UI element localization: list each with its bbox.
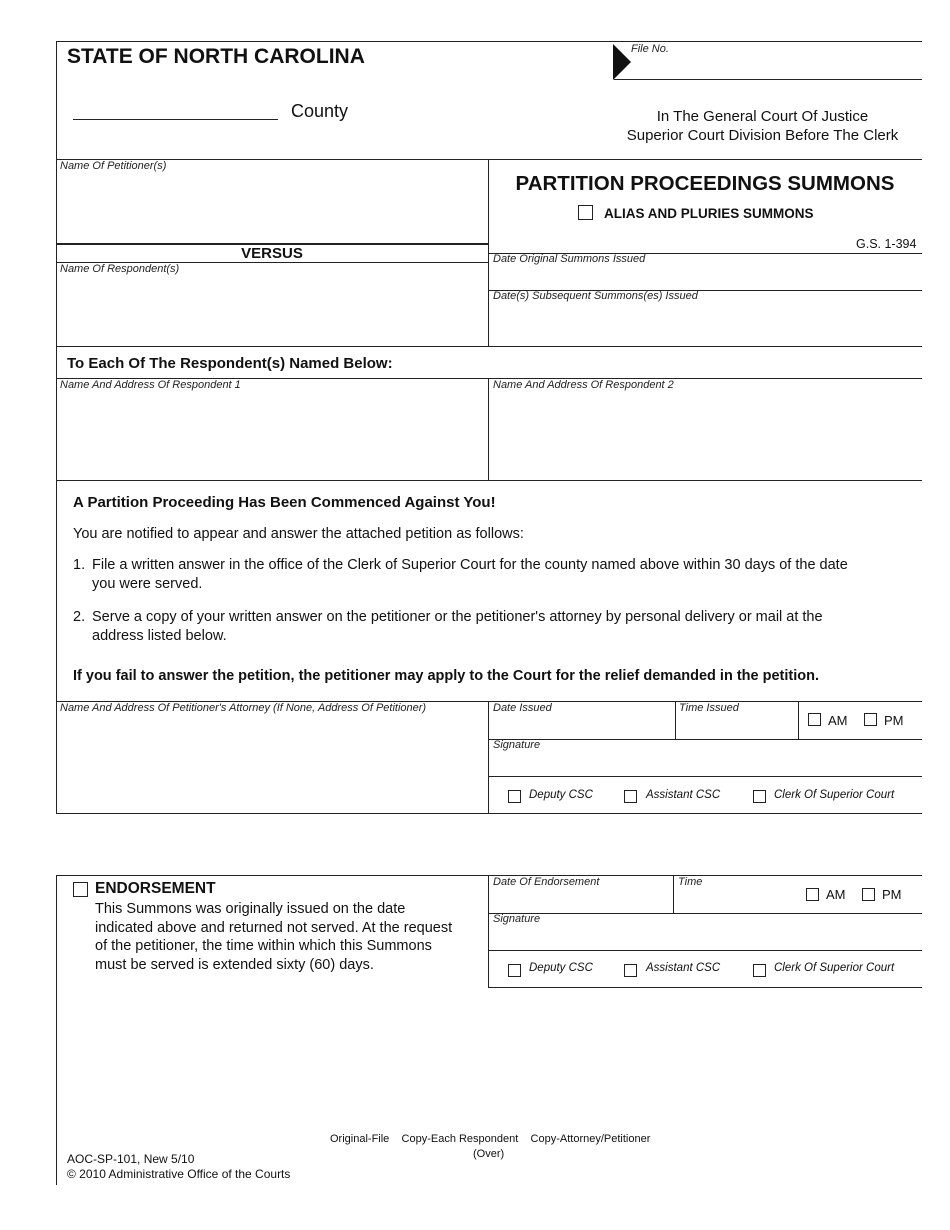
date-subsequent-field[interactable]: [490, 305, 920, 344]
endorsement-text-line-2: indicated above and returned not served. At the request: [95, 919, 453, 936]
issuance-signature-label: Signature: [493, 739, 541, 751]
respondent-1-field[interactable]: [58, 394, 486, 478]
petitioner-field[interactable]: [58, 175, 486, 241]
alias-label: ALIAS AND PLURIES SUMMONS: [604, 206, 814, 221]
issued-clerk-checkbox[interactable]: [753, 790, 766, 803]
issued-am-checkbox[interactable]: [808, 713, 821, 726]
court-line-2: Superior Court Division Before The Clerk: [626, 127, 899, 144]
alias-checkbox[interactable]: [578, 205, 593, 220]
respondent-field[interactable]: [58, 278, 486, 344]
date-original-label: Date Original Summons Issued: [493, 253, 646, 265]
distribution-line: Original-File Copy-Each Respondent Copy-Attorney/Petitioner: [330, 1133, 651, 1145]
issuance-signature-field[interactable]: [490, 753, 920, 774]
date-issued-label: Date Issued: [493, 702, 552, 714]
file-no-field[interactable]: [634, 56, 920, 78]
notice-item-2-line-1: Serve a copy of your written answer on the petitioner or the petitioner's attorney by personal delivery or mail at the: [92, 609, 823, 625]
court-name: [600, 107, 925, 145]
form-title: PARTITION PROCEEDINGS SUMMONS: [515, 172, 895, 195]
state-title: STATE OF NORTH CAROLINA: [67, 45, 365, 68]
respondents-heading: To Each Of The Respondent(s) Named Below:: [67, 355, 393, 372]
endorsement-assistant-label: Assistant CSC: [646, 962, 721, 974]
petitioner-label: Name Of Petitioner(s): [60, 160, 167, 172]
endorsement-deputy-label: Deputy CSC: [529, 962, 593, 974]
endorsement-deputy-checkbox[interactable]: [508, 964, 521, 977]
endorsement-text: [95, 900, 452, 974]
endorsement-text-line-1: This Summons was originally issued on the date: [95, 901, 406, 917]
file-no-arrow-icon: [613, 44, 633, 80]
endorsement-clerk-checkbox[interactable]: [753, 964, 766, 977]
notice-intro: You are notified to appear and answer the attached petition as follows:: [73, 526, 524, 542]
endorsement-date-field[interactable]: [490, 890, 671, 911]
issued-deputy-label: Deputy CSC: [529, 789, 593, 801]
court-line-1: In The General Court Of Justice: [656, 108, 869, 125]
respondent-2-label: Name And Address Of Respondent 2: [493, 379, 674, 391]
notice-item-2-line-2: address listed below.: [92, 628, 227, 644]
respondent-label: Name Of Respondent(s): [60, 263, 180, 275]
endorsement-time-label: Time: [678, 876, 703, 888]
issued-assistant-checkbox[interactable]: [624, 790, 637, 803]
respondent-2-field[interactable]: [490, 394, 920, 478]
attorney-field[interactable]: [58, 717, 486, 811]
time-issued-field[interactable]: [677, 716, 796, 737]
endorsement-assistant-checkbox[interactable]: [624, 964, 637, 977]
endorsement-signature-label: Signature: [493, 913, 541, 925]
issued-deputy-checkbox[interactable]: [508, 790, 521, 803]
date-subsequent-label: Date(s) Subsequent Summons(es) Issued: [493, 290, 698, 302]
issued-pm-label: PM: [884, 713, 904, 728]
county-field[interactable]: [73, 119, 278, 120]
notice-item-2: [92, 608, 922, 646]
endorsement-pm-label: PM: [882, 887, 902, 902]
endorsement-heading: ENDORSEMENT: [95, 880, 216, 897]
versus-label: VERSUS: [241, 245, 303, 262]
endorsement-time-field[interactable]: [676, 890, 796, 911]
date-original-field[interactable]: [490, 268, 920, 288]
statute-reference: G.S. 1-394: [856, 237, 917, 251]
endorsement-am-checkbox[interactable]: [806, 888, 819, 901]
endorsement-signature-field[interactable]: [490, 927, 920, 948]
issued-pm-checkbox[interactable]: [864, 713, 877, 726]
endorsement-am-label: AM: [826, 887, 846, 902]
notice-item-1-line-1: File a written answer in the office of the Clerk of Superior Court for the county named above within 30 days of the date: [92, 557, 848, 573]
endorsement-date-label: Date Of Endorsement: [493, 876, 600, 888]
form-number: AOC-SP-101, New 5/10: [67, 1152, 195, 1166]
issued-assistant-label: Assistant CSC: [646, 789, 721, 801]
county-label: County: [291, 101, 349, 121]
copyright: © 2010 Administrative Office of the Courts: [67, 1167, 291, 1181]
notice-warning: If you fail to answer the petition, the petitioner may apply to the Court for the relief demanded in the petition.: [73, 668, 819, 684]
file-no-label: File No.: [631, 43, 669, 55]
issued-clerk-label: Clerk Of Superior Court: [774, 789, 895, 801]
time-issued-label: Time Issued: [679, 702, 739, 714]
endorsement-text-line-4: must be served is extended sixty (60) days.: [95, 956, 374, 973]
notice-item-2-number: 2.: [73, 609, 86, 625]
endorsement-checkbox[interactable]: [73, 882, 88, 897]
respondent-1-label: Name And Address Of Respondent 1: [60, 379, 241, 391]
notice-heading: A Partition Proceeding Has Been Commenced Against You!: [73, 494, 496, 511]
endorsement-pm-checkbox[interactable]: [862, 888, 875, 901]
notice-item-1: [92, 556, 922, 594]
date-issued-field[interactable]: [490, 716, 673, 737]
notice-item-1-number: 1.: [73, 557, 86, 573]
endorsement-text-line-3: of the petitioner, the time within which this Summons: [95, 938, 432, 954]
notice-item-1-line-2: you were served.: [92, 576, 203, 592]
endorsement-clerk-label: Clerk Of Superior Court: [774, 962, 895, 974]
attorney-label: Name And Address Of Petitioner's Attorney (If None, Address Of Petitioner): [60, 702, 427, 714]
over-label: (Over): [473, 1148, 505, 1160]
issued-am-label: AM: [828, 713, 848, 728]
